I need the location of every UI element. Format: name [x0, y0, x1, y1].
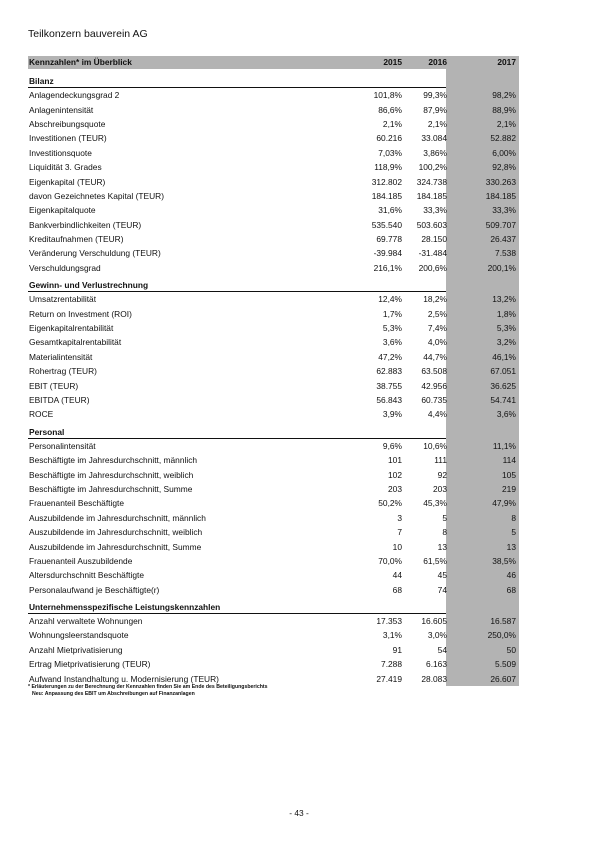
row-label: Personalaufwand je Beschäftigte(r) — [29, 584, 160, 595]
row-label: Wohnungsleerstandsquote — [29, 630, 129, 641]
value-2017: 92,8% — [492, 162, 516, 173]
page-number: - 43 - — [289, 808, 309, 818]
value-2016: 4,4% — [427, 409, 447, 420]
row-label: Ertrag Mietprivatisierung (TEUR) — [29, 659, 151, 670]
value-2016: 61,5% — [423, 555, 447, 566]
header-year-2016: 2016 — [428, 57, 447, 67]
table-row — [28, 439, 519, 453]
value-2016: 44,7% — [423, 351, 447, 362]
value-2015: 101,8% — [373, 90, 402, 101]
value-2017: 68 — [506, 584, 516, 595]
header-year-2017: 2017 — [497, 57, 516, 67]
value-2015: 17.353 — [376, 616, 402, 627]
row-label: Materialintensität — [29, 351, 93, 362]
value-2017: 5.509 — [495, 659, 516, 670]
table-row — [28, 614, 519, 628]
value-2015: 101 — [388, 455, 402, 466]
table-row — [28, 146, 519, 160]
value-2016: 54 — [437, 644, 447, 655]
row-label: ROCE — [29, 409, 54, 420]
table-row — [28, 218, 519, 232]
row-label: EBITDA (TEUR) — [29, 395, 90, 405]
value-2016: 28.083 — [421, 673, 447, 684]
value-2016: 100,2% — [418, 162, 447, 173]
value-2016: 33.084 — [421, 133, 447, 144]
row-label: Gesamtkapitalrentabilität — [29, 337, 122, 348]
value-2017: 38,5% — [492, 555, 516, 566]
row-label: Eigenkapitalrentabilität — [29, 323, 114, 334]
value-2017: 250,0% — [487, 630, 516, 641]
table-body — [28, 69, 519, 686]
value-2017: 114 — [502, 455, 516, 466]
table-row — [28, 643, 519, 657]
value-2016: 7,4% — [427, 323, 447, 334]
value-2016: 45,3% — [423, 498, 447, 509]
value-2016: 503.603 — [416, 219, 447, 230]
value-2016: 8 — [442, 527, 447, 538]
value-2017: 13 — [506, 541, 516, 552]
value-2016: 4,0% — [427, 337, 447, 348]
value-2017: 7.538 — [495, 248, 516, 259]
table-row — [28, 496, 519, 510]
value-2017: 26.437 — [490, 234, 516, 245]
table-row — [28, 378, 519, 392]
header-label: Kennzahlen* im Überblick — [29, 57, 132, 67]
row-label: Umsatzrentabilität — [29, 294, 97, 305]
footnote-1: * Erläuterungen zu der Berechnung der Kennzahlen finden Sie am Ende des Beteiligungsberichts — [28, 684, 268, 690]
value-2015: 44 — [392, 570, 402, 581]
row-label: Beschäftigte im Jahresdurchschnitt, Summe — [29, 483, 193, 494]
table-row — [28, 525, 519, 539]
value-2017: 5,3% — [496, 323, 516, 334]
row-label: Anzahl Mietprivatisierung — [29, 644, 123, 655]
value-2017: 98,2% — [492, 90, 516, 101]
value-2017: 67.051 — [490, 366, 516, 377]
value-2015: 62.883 — [376, 366, 402, 377]
value-2017: 6,00% — [492, 147, 516, 158]
value-2016: 200,6% — [418, 262, 447, 273]
row-label: Personalintensität — [29, 440, 96, 451]
value-2015: 10 — [392, 541, 402, 552]
value-2017: 88,9% — [492, 104, 516, 115]
value-2015: 3,1% — [382, 630, 402, 641]
table-row — [28, 160, 519, 174]
value-2016: 324.738 — [416, 176, 447, 187]
table-row — [28, 407, 519, 421]
table-row — [28, 306, 519, 320]
value-2017: 2,1% — [496, 118, 516, 129]
section-heading: Gewinn- und Verlustrechnung — [28, 275, 446, 292]
value-2015: 60.216 — [376, 133, 402, 144]
value-2017: 46,1% — [492, 351, 516, 362]
section-heading: Personal — [28, 422, 446, 439]
table-row — [28, 203, 519, 217]
value-2017: 11,1% — [492, 440, 516, 451]
value-2015: 7 — [397, 527, 402, 538]
footnotes — [28, 684, 268, 697]
value-2017: 330.263 — [485, 176, 516, 187]
value-2016: -31.484 — [418, 248, 447, 259]
table-row — [28, 364, 519, 378]
table-row — [28, 131, 519, 145]
value-2017: 105 — [502, 469, 516, 480]
value-2017: 33,3% — [492, 205, 516, 216]
table-row — [28, 467, 519, 481]
value-2016: 184.185 — [416, 190, 447, 201]
row-label: Return on Investment (ROI) — [29, 308, 132, 319]
row-label: Investitionsquote — [29, 147, 92, 158]
row-label: Rohertrag (TEUR) — [29, 366, 97, 377]
value-2016: 99,3% — [423, 90, 447, 101]
value-2016: 6.163 — [426, 659, 447, 670]
value-2015: 47,2% — [378, 351, 402, 362]
row-label: Auszubildende im Jahresdurchschnitt, weiblich — [29, 527, 203, 538]
value-2017: 36.625 — [490, 380, 516, 391]
value-2017: 3,6% — [496, 409, 516, 420]
table-row — [28, 482, 519, 496]
value-2015: 56.843 — [376, 395, 402, 405]
value-2015: 118,9% — [374, 162, 402, 173]
value-2017: 54.741 — [490, 395, 516, 405]
table-row — [28, 102, 519, 116]
value-2015: 535.540 — [371, 219, 402, 230]
footnote-2: Neu: Anpassung des EBIT um Abschreibungen auf Finanzanlagen — [32, 690, 195, 697]
value-2015: 2,1% — [382, 118, 402, 129]
row-label: Auszubildende im Jahresdurchschnitt, männlich — [29, 512, 206, 523]
table-row — [28, 189, 519, 203]
value-2017: 46 — [506, 570, 516, 581]
value-2017: 16.587 — [490, 616, 516, 627]
table-row — [28, 393, 519, 407]
value-2015: 9,6% — [382, 440, 402, 451]
value-2015: 31,6% — [378, 205, 402, 216]
value-2016: 28.150 — [421, 234, 447, 245]
table-row — [28, 174, 519, 188]
row-label: Kreditaufnahmen (TEUR) — [29, 234, 124, 245]
value-2015: 184.185 — [371, 190, 402, 201]
table-row — [28, 628, 519, 642]
value-2015: -39.984 — [373, 248, 402, 259]
value-2015: 91 — [392, 644, 402, 655]
value-2015: 3 — [397, 512, 402, 523]
table-row — [28, 554, 519, 568]
table-header — [28, 56, 519, 69]
table-row — [28, 117, 519, 131]
value-2015: 216,1% — [373, 262, 402, 273]
value-2016: 74 — [437, 584, 447, 595]
value-2015: 27.419 — [376, 673, 402, 684]
table-row — [28, 88, 519, 102]
row-label: Auszubildende im Jahresdurchschnitt, Summe — [29, 541, 202, 552]
value-2017: 3,2% — [496, 337, 516, 348]
row-label: Eigenkapital (TEUR) — [29, 176, 106, 187]
value-2016: 111 — [434, 455, 447, 466]
row-label: Frauenanteil Auszubildende — [29, 555, 133, 566]
value-2015: 86,6% — [378, 104, 402, 115]
table-row — [28, 511, 519, 525]
value-2017: 5 — [511, 527, 516, 538]
row-label: Beschäftigte im Jahresdurchschnitt, männlich — [29, 455, 198, 466]
value-2016: 13 — [437, 541, 447, 552]
value-2017: 8 — [511, 512, 516, 523]
value-2017: 219 — [502, 483, 516, 494]
value-2016: 5 — [442, 512, 447, 523]
table-row — [28, 568, 519, 582]
value-2015: 3,6% — [382, 337, 402, 348]
section-heading: Unternehmensspezifische Leistungskennzahlen — [28, 597, 446, 614]
value-2016: 16.605 — [421, 616, 447, 627]
value-2016: 87,9% — [423, 104, 447, 115]
row-label: Liquidität 3. Grades — [29, 162, 102, 173]
value-2016: 63.508 — [421, 366, 447, 377]
value-2015: 68 — [392, 584, 402, 595]
row-label: Veränderung Verschuldung (TEUR) — [29, 248, 161, 259]
value-2017: 47,9% — [492, 498, 516, 509]
row-label: Frauenanteil Beschäftigte — [29, 498, 124, 509]
table-row — [28, 350, 519, 364]
value-2015: 12,4% — [378, 294, 402, 305]
table-row — [28, 657, 519, 671]
value-2016: 203 — [433, 483, 447, 494]
value-2015: 7.288 — [381, 659, 402, 670]
value-2017: 1,8% — [496, 308, 516, 319]
row-label: Aufwand Instandhaltung u. Modernisierung (TEUR) — [29, 673, 219, 684]
value-2015: 1,7% — [382, 308, 402, 319]
value-2016: 92 — [437, 469, 447, 480]
value-2015: 203 — [388, 483, 402, 494]
row-label: Eigenkapitalquote — [29, 205, 96, 216]
row-label: Verschuldungsgrad — [29, 262, 101, 273]
table-row — [28, 261, 519, 275]
value-2016: 3,0% — [427, 630, 447, 641]
value-2015: 7,03% — [378, 147, 402, 158]
row-label: Altersdurchschnitt Beschäftigte — [29, 570, 144, 581]
row-label: davon Gezeichnetes Kapital (TEUR) — [29, 190, 164, 201]
value-2017: 50 — [506, 644, 516, 655]
row-label: EBIT (TEUR) — [29, 380, 79, 391]
value-2017: 26.607 — [490, 673, 516, 684]
table-row — [28, 246, 519, 260]
value-2015: 69.778 — [376, 234, 402, 245]
value-2017: 52.882 — [490, 133, 516, 144]
table-row — [28, 335, 519, 349]
value-2016: 2,1% — [427, 118, 447, 129]
value-2015: 50,2% — [378, 498, 402, 509]
row-label: Anlagenintensität — [29, 104, 94, 115]
value-2015: 38.755 — [376, 380, 402, 391]
value-2016: 3,86% — [423, 147, 447, 158]
value-2016: 10,6% — [423, 440, 447, 451]
value-2016: 33,3% — [423, 205, 447, 216]
value-2017: 200,1% — [487, 262, 516, 273]
value-2016: 42.956 — [421, 380, 447, 391]
value-2015: 102 — [388, 469, 402, 480]
table-row — [28, 453, 519, 467]
row-label: Anzahl verwaltete Wohnungen — [29, 616, 143, 627]
value-2015: 3,9% — [382, 409, 402, 420]
value-2017: 13,2% — [492, 294, 516, 305]
table-row — [28, 292, 519, 306]
value-2016: 45 — [437, 570, 447, 581]
value-2016: 60.735 — [421, 395, 447, 405]
value-2016: 2,5% — [427, 308, 447, 319]
table-row — [28, 321, 519, 335]
row-label: Beschäftigte im Jahresdurchschnitt, weiblich — [29, 469, 194, 480]
value-2015: 312.802 — [371, 176, 402, 187]
row-label: Abschreibungsquote — [29, 118, 106, 129]
value-2015: 70,0% — [378, 555, 402, 566]
table-row — [28, 539, 519, 553]
table-row — [28, 583, 519, 597]
table-row — [28, 232, 519, 246]
value-2015: 5,3% — [382, 323, 402, 334]
kennzahlen-table — [28, 56, 519, 686]
section-heading: Bilanz — [28, 69, 446, 88]
value-2016: 18,2% — [423, 294, 447, 305]
value-2017: 184.185 — [485, 190, 516, 201]
value-2017: 509.707 — [485, 219, 516, 230]
row-label: Investitionen (TEUR) — [29, 133, 107, 144]
header-year-2015: 2015 — [383, 57, 402, 67]
row-label: Anlagendeckungsgrad 2 — [29, 90, 120, 101]
document-title: Teilkonzern bauverein AG — [28, 28, 148, 40]
row-label: Bankverbindlichkeiten (TEUR) — [29, 219, 142, 230]
